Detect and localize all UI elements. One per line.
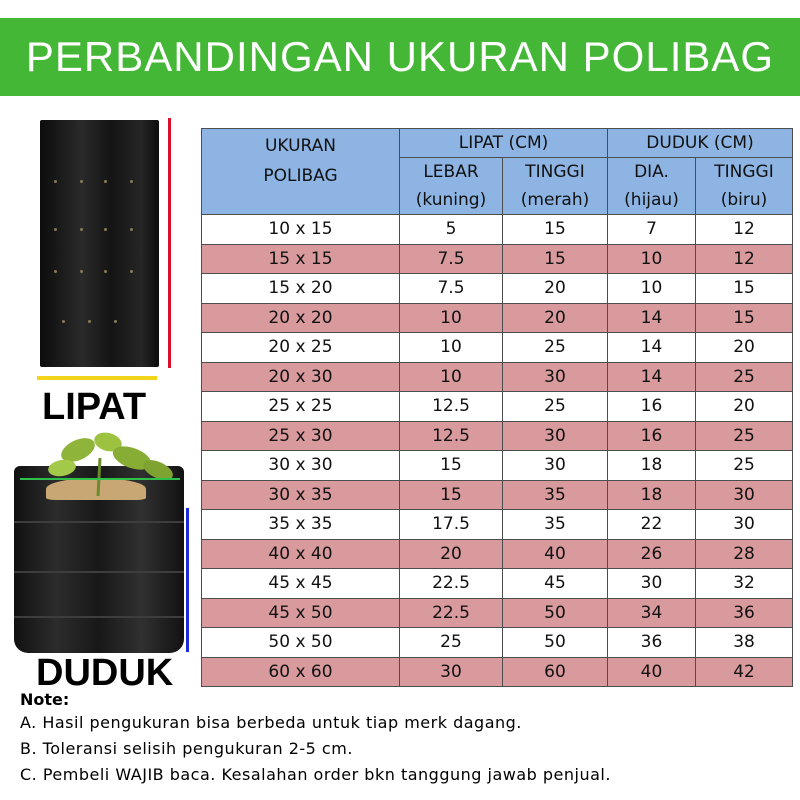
title-banner: [0, 18, 800, 96]
cell-lebar: 30: [400, 657, 503, 687]
cell-dia: 10: [608, 274, 696, 304]
cell-lebar: 22.5: [400, 569, 503, 599]
cell-tinggi-lipat: 30: [503, 362, 608, 392]
header-lebar: LEBAR (kuning): [400, 158, 503, 215]
cell-dia: 36: [608, 628, 696, 658]
cell-ukuran: 30 x 35: [202, 480, 400, 510]
cell-ukuran: 25 x 25: [202, 392, 400, 422]
cell-tinggi-lipat: 25: [503, 392, 608, 422]
cell-ukuran: 45 x 45: [202, 569, 400, 599]
table-row: [202, 628, 793, 658]
cell-tinggi-lipat: 20: [503, 303, 608, 333]
table-row: [202, 244, 793, 274]
cell-ukuran: 50 x 50: [202, 628, 400, 658]
cell-dia: 16: [608, 392, 696, 422]
header-tinggi-lipat: TINGGI (merah): [503, 158, 608, 215]
cell-tinggi-lipat: 15: [503, 244, 608, 274]
cell-lebar: 22.5: [400, 598, 503, 628]
cell-tinggi-duduk: 36: [696, 598, 793, 628]
duduk-label: DUDUK: [36, 652, 174, 694]
cell-tinggi-lipat: 30: [503, 451, 608, 481]
cell-tinggi-duduk: 15: [696, 274, 793, 304]
lipat-label: LIPAT: [42, 386, 147, 428]
cell-dia: 34: [608, 598, 696, 628]
cell-tinggi-lipat: 15: [503, 215, 608, 245]
table-row: [202, 362, 793, 392]
cell-dia: 40: [608, 657, 696, 687]
cell-tinggi-duduk: 12: [696, 244, 793, 274]
header-duduk-group: DUDUK (CM): [608, 129, 793, 158]
cell-tinggi-duduk: 25: [696, 421, 793, 451]
width-marker-yellow: [37, 376, 157, 380]
cell-ukuran: 45 x 50: [202, 598, 400, 628]
note-item: A. Hasil pengukuran bisa berbeda untuk tiap merk dagang.: [20, 713, 522, 732]
cell-tinggi-duduk: 32: [696, 569, 793, 599]
table-header-row: [202, 129, 793, 158]
header-ukuran: UKURAN POLIBAG: [202, 129, 400, 215]
cell-tinggi-duduk: 42: [696, 657, 793, 687]
cell-lebar: 17.5: [400, 510, 503, 540]
cell-dia: 30: [608, 569, 696, 599]
height-marker-blue: [186, 508, 189, 652]
cell-lebar: 10: [400, 362, 503, 392]
cell-ukuran: 20 x 30: [202, 362, 400, 392]
cell-dia: 18: [608, 480, 696, 510]
cell-ukuran: 15 x 15: [202, 244, 400, 274]
cell-ukuran: 15 x 20: [202, 274, 400, 304]
cell-dia: 14: [608, 333, 696, 363]
cell-tinggi-lipat: 30: [503, 421, 608, 451]
cell-dia: 10: [608, 244, 696, 274]
cell-lebar: 10: [400, 333, 503, 363]
cell-lebar: 20: [400, 539, 503, 569]
cell-dia: 14: [608, 303, 696, 333]
cell-tinggi-duduk: 12: [696, 215, 793, 245]
note-item: B. Toleransi selisih pengukuran 2-5 cm.: [20, 739, 353, 758]
cell-dia: 22: [608, 510, 696, 540]
cell-dia: 26: [608, 539, 696, 569]
size-table: [201, 128, 793, 687]
cell-ukuran: 25 x 30: [202, 421, 400, 451]
cell-ukuran: 60 x 60: [202, 657, 400, 687]
cell-tinggi-duduk: 30: [696, 510, 793, 540]
cell-lebar: 7.5: [400, 244, 503, 274]
cell-dia: 16: [608, 421, 696, 451]
header-tinggi-duduk: TINGGI (biru): [696, 158, 793, 215]
cell-ukuran: 20 x 20: [202, 303, 400, 333]
table-row: [202, 569, 793, 599]
page-title: PERBANDINGAN UKURAN POLIBAG: [25, 33, 775, 80]
cell-lebar: 15: [400, 480, 503, 510]
cell-tinggi-duduk: 25: [696, 451, 793, 481]
table-row: [202, 657, 793, 687]
cell-tinggi-duduk: 20: [696, 333, 793, 363]
cell-tinggi-lipat: 40: [503, 539, 608, 569]
cell-lebar: 10: [400, 303, 503, 333]
cell-tinggi-lipat: 50: [503, 628, 608, 658]
cell-lebar: 12.5: [400, 392, 503, 422]
cell-tinggi-duduk: 20: [696, 392, 793, 422]
cell-tinggi-duduk: 28: [696, 539, 793, 569]
table-row: [202, 421, 793, 451]
cell-tinggi-lipat: 25: [503, 333, 608, 363]
notes-section: [20, 690, 611, 788]
cell-lebar: 25: [400, 628, 503, 658]
table-row: [202, 303, 793, 333]
cell-ukuran: 35 x 35: [202, 510, 400, 540]
diameter-marker-green: [20, 478, 180, 480]
cell-tinggi-lipat: 45: [503, 569, 608, 599]
cell-tinggi-lipat: 35: [503, 480, 608, 510]
cell-tinggi-duduk: 30: [696, 480, 793, 510]
note-item: C. Pembeli WAJIB baca. Kesalahan order bkn tanggung jawab penjual.: [20, 765, 611, 784]
folded-polybag-image: [40, 120, 159, 367]
cell-lebar: 7.5: [400, 274, 503, 304]
cell-tinggi-duduk: 25: [696, 362, 793, 392]
table-row: [202, 274, 793, 304]
cell-dia: 7: [608, 215, 696, 245]
header-lipat-group: LIPAT (CM): [400, 129, 608, 158]
cell-ukuran: 20 x 25: [202, 333, 400, 363]
table-row: [202, 451, 793, 481]
cell-dia: 14: [608, 362, 696, 392]
cell-tinggi-duduk: 15: [696, 303, 793, 333]
table-row: [202, 480, 793, 510]
cell-ukuran: 40 x 40: [202, 539, 400, 569]
cell-lebar: 5: [400, 215, 503, 245]
header-dia: DIA. (hijau): [608, 158, 696, 215]
table-row: [202, 598, 793, 628]
plant-icon: [40, 428, 190, 498]
cell-tinggi-lipat: 20: [503, 274, 608, 304]
cell-ukuran: 10 x 15: [202, 215, 400, 245]
cell-dia: 18: [608, 451, 696, 481]
cell-ukuran: 30 x 30: [202, 451, 400, 481]
table-row: [202, 539, 793, 569]
cell-tinggi-lipat: 50: [503, 598, 608, 628]
table-body: [202, 215, 793, 687]
cell-lebar: 15: [400, 451, 503, 481]
table-row: [202, 215, 793, 245]
cell-tinggi-duduk: 38: [696, 628, 793, 658]
notes-title: Note:: [20, 690, 70, 709]
table-row: [202, 333, 793, 363]
table-row: [202, 510, 793, 540]
cell-tinggi-lipat: 35: [503, 510, 608, 540]
cell-tinggi-lipat: 60: [503, 657, 608, 687]
height-marker-red: [168, 118, 171, 368]
table-row: [202, 392, 793, 422]
cell-lebar: 12.5: [400, 421, 503, 451]
